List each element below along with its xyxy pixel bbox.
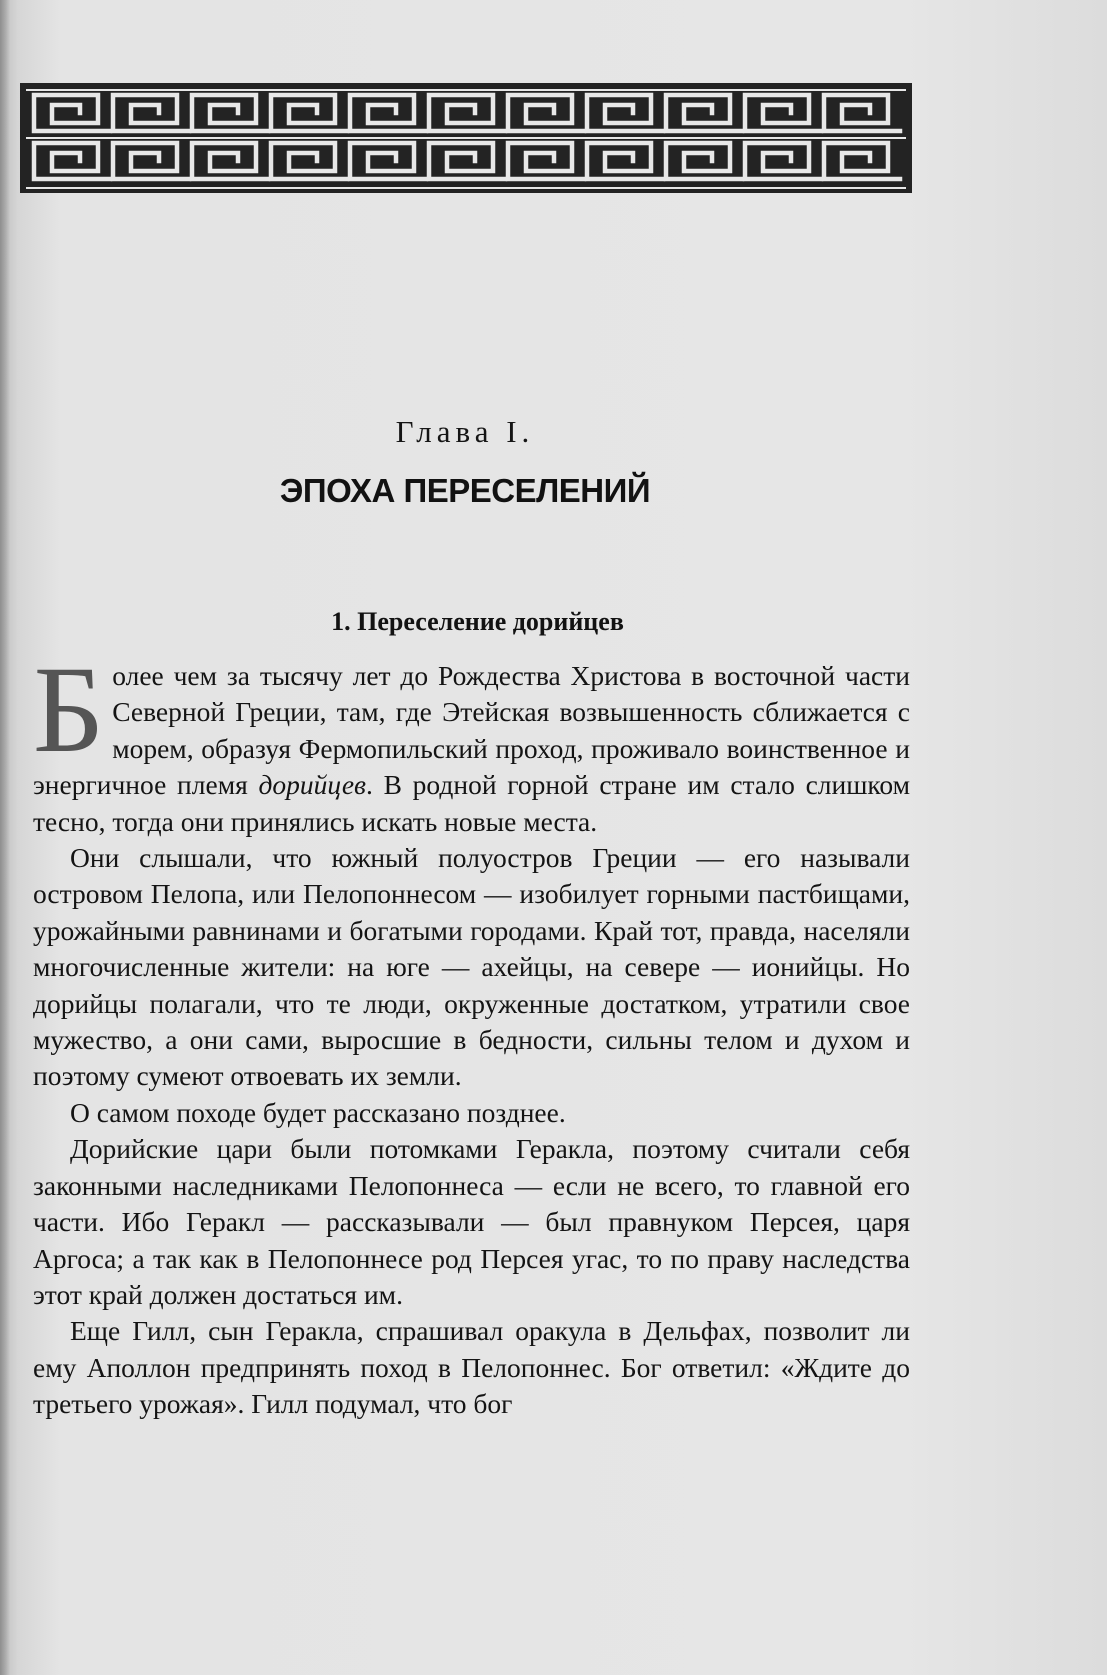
meander-border-line — [26, 89, 906, 91]
meander-border-line — [26, 187, 906, 189]
drop-cap: Б — [33, 641, 105, 778]
meander-ornament — [20, 83, 912, 193]
page-gutter-shadow — [0, 0, 10, 1675]
paragraph-2: Они слышали, что южный полуостров Греции — его называли островом Пелопа, или Пелопоннесом — изобилует горными пастбищами, урожайными равнинами и богатыми городами. Край тот, правда, населяли многочисленные жители: на юге — ахейцы, на севере — ионийцы. Но дорийцы полагали, что те люди, окруженные достатком, утратили свое мужество, а они сами, выросшие в бедности, сильны телом и духом и поэтому сумеют отвоевать их земли. — [33, 842, 910, 1092]
chapter-label: Глава I. — [395, 414, 535, 449]
greek-key-banner — [20, 83, 912, 193]
section-title: 1. Переселение дорийцев — [331, 607, 624, 636]
body-text — [33, 641, 910, 1423]
paragraph-1-text-a: олее чем за тысячу лет до Рождества Христова в восточной части Северной Греции, там, где Этейская возвышенность сближается с морем, образуя Фермопильский проход, проживало воинственное и энергичное племя — [33, 660, 910, 801]
meander-border-line — [26, 137, 906, 139]
paragraph-3: О самом походе будет рассказано позднее. — [70, 1096, 566, 1128]
paragraph-1-emphasis: дорийцев — [258, 769, 366, 801]
paragraph-1 — [33, 641, 910, 840]
paragraph-4: Дорийские цари были потомками Геракла, поэтому считали себя законными наследниками Пелопоннеса — если не всего, то главной его части. Ибо Геракл — рассказывали — был правнуком Персея, царя Аргоса; а так как в Пелопоннесе род Персея угас, то по праву наследства этот край должен достаться им. — [33, 1133, 910, 1310]
chapter-title: ЭПОХА ПЕРЕСЕЛЕНИЙ — [279, 472, 651, 509]
paragraph-5: Еще Гилл, сын Геракла, спрашивал оракула в Дельфах, позволит ли ему Аполлон предпринять поход в Пелопоннес. Бог ответил: «Ждите до третьего урожая». Гилл подумал, что бог — [33, 1315, 910, 1420]
paragraph-1-text-b: . В родной горной стране им стало слишком тесно, тогда они принялись искать новые места. — [33, 769, 910, 837]
